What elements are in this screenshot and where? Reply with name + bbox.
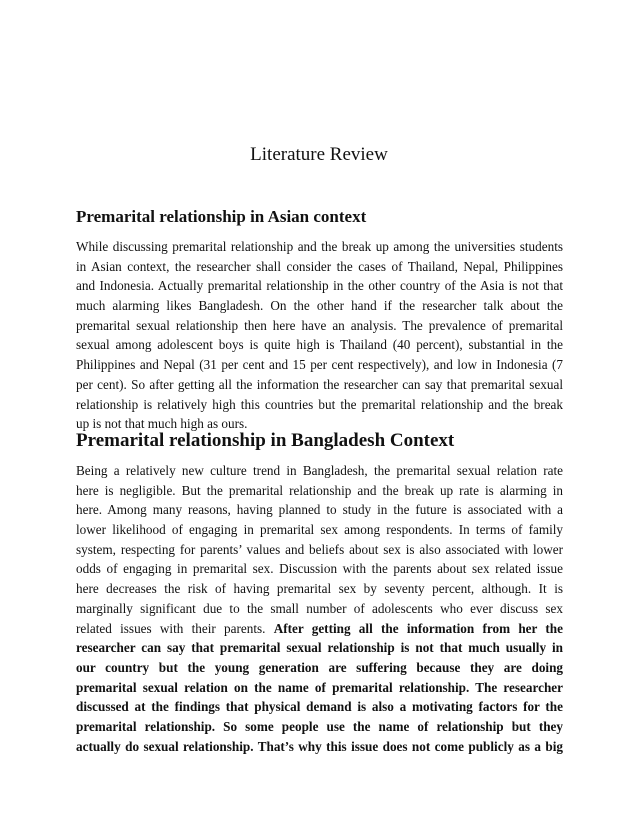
paragraph-line-bold: actually do sexual relationship. That’s why this issue does not come publicly as a big [76, 738, 563, 754]
paragraph-line: odds of engaging in premarital sex. Discussion with the parents about sex related issue [76, 561, 563, 577]
paragraph-line: and Indonesia. Actually premarital relationship in the other country of the Asia is not that [76, 278, 563, 294]
paragraph-line: lower likelihood of engaging in premarital sex among respondents. In terms of family [76, 522, 563, 538]
paragraph-line-bold: premarital relationship. So some people use the name of relationship but they [76, 718, 563, 734]
paragraph-line: While discussing premarital relationship and the break up among the universities students [76, 239, 563, 254]
paragraph-line-bold: discussed at the findings that physical demand is also a motivating factors for the [76, 699, 563, 715]
paragraph-line: here decreases the risk of having premarital sex by seventy percent, although. It is [76, 581, 563, 597]
paragraph-line: relationship is relatively high this countries but the premarital relationship and the break [76, 396, 563, 412]
paragraph-line: much alarming likes Bangladesh. On the other hand if the researcher talk about the [76, 298, 563, 314]
paragraph-line: Being a relatively new culture trend in Bangladesh, the premarital sexual relation rate [76, 463, 563, 478]
page-title: Literature Review [250, 144, 388, 165]
section-heading-bangladesh-context: Premarital relationship in Bangladesh Context [76, 430, 455, 451]
paragraph-line: system, respecting for parents’ values and beliefs about sex is also associated with lower [76, 541, 563, 557]
paragraph-line: marginally significant due to the small number of adolescents who ever discuss sex [76, 600, 563, 616]
mixed-line-normal-text: related issues with their parents. [76, 620, 274, 636]
mixed-line-bold-text: After getting all the information from her the [273, 620, 563, 636]
paragraph-line: here is negligible. But the premarital relationship and the break up rate is alarming in [76, 482, 563, 498]
section-heading-asian-context: Premarital relationship in Asian context [76, 207, 367, 226]
paragraph-bangladesh-context [76, 461, 563, 756]
paragraph-line: per cent). So after getting all the information the researcher can say that premarital sexual [76, 376, 563, 392]
paragraph-line-bold: researcher can say that premarital sexual relationship is not that much usually in [76, 640, 563, 656]
paragraph-line-bold: our country but the young generation are suffering because they are doing [76, 659, 563, 675]
paragraph-line: sexual among adolescent boys is quite high is Thailand (40 percent), substantial in the [76, 337, 563, 353]
paragraph-line: in Asian context, the researcher shall consider the cases of Thailand, Nepal, Philippines [76, 258, 563, 274]
paragraph-line: up is not that much high as ours. [76, 416, 248, 432]
paragraph-line: here. Among many reasons, having planned to study in the future is associated with a [76, 502, 563, 518]
paragraph-line: Philippines and Nepal (31 per cent and 15 per cent respectively), and low in Indonesia (7 [76, 357, 563, 373]
paragraph-line-bold: premarital sexual relation on the name of premarital relationship. The researcher [76, 679, 563, 695]
paragraph-asian-context [76, 237, 563, 434]
paragraph-line: premarital sexual relationship then here have an analysis. The prevalence of premarital [76, 317, 563, 333]
paragraph-line-mixed [76, 619, 563, 639]
